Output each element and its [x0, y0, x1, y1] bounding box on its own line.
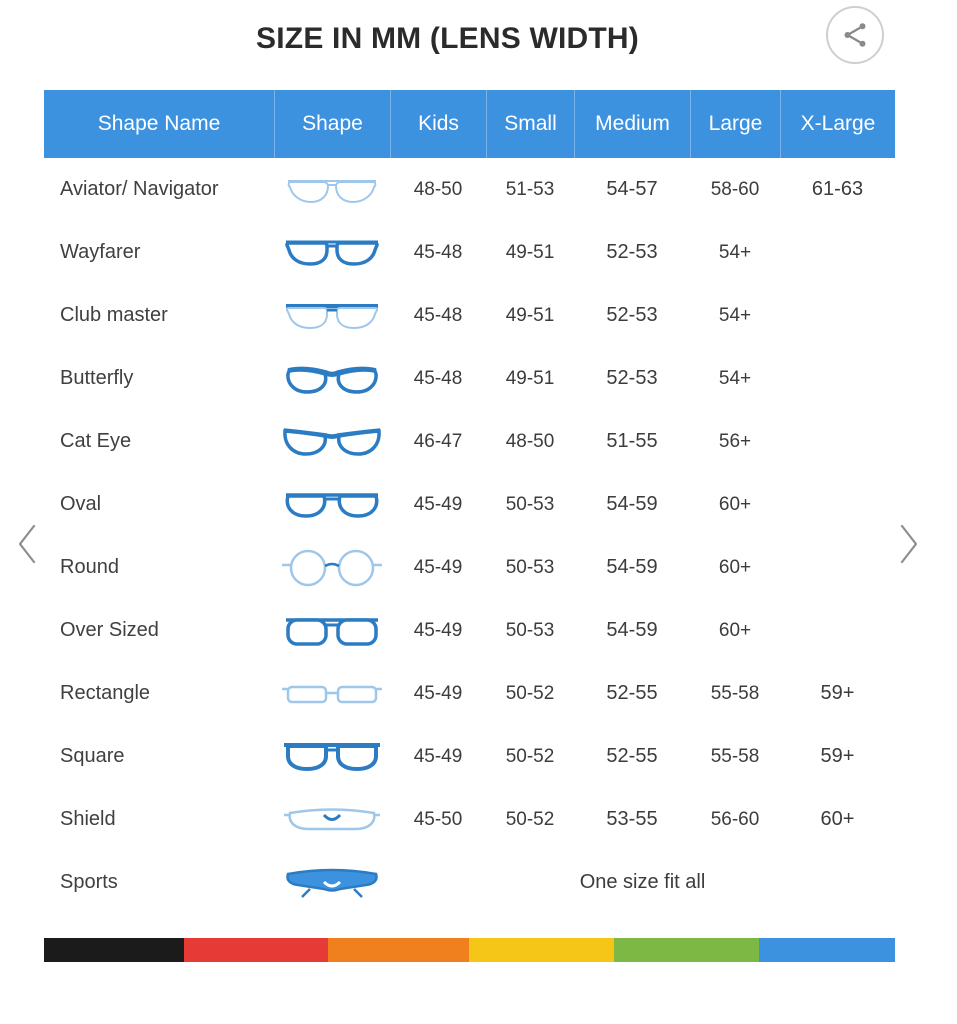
table-row: [44, 599, 895, 662]
cell-small: 50-52: [505, 682, 555, 704]
color-swatch-yellow: [469, 938, 614, 962]
cell-kids: 45-49: [413, 493, 463, 515]
cell-one-size-note: One size fit all: [579, 871, 706, 893]
cell-shape-name: Aviator/ Navigator: [60, 178, 219, 200]
chevron-right-icon: [894, 520, 934, 568]
cell-large: 60+: [718, 619, 752, 641]
cell-shape-name: Wayfarer: [60, 241, 141, 263]
cell-large: 56+: [718, 430, 752, 452]
cell-medium: 54-57: [606, 178, 658, 200]
cell-medium: 54-59: [606, 493, 658, 515]
color-strip: [44, 938, 895, 962]
cell-kids: 46-47: [413, 430, 463, 452]
cell-shape-name: Over Sized: [60, 619, 159, 641]
cell-medium: 52-55: [606, 682, 658, 704]
aviator-glasses-icon: [274, 169, 390, 211]
cell-large: 55-58: [710, 745, 760, 767]
wayfarer-glasses-icon: [274, 232, 390, 274]
cell-shape-name: Square: [60, 745, 125, 767]
cell-shape-name: Round: [60, 556, 119, 578]
table-row: [44, 284, 895, 347]
table-header-row: [44, 90, 895, 158]
column-header-shape: Shape: [274, 90, 390, 158]
cell-medium: 52-53: [606, 304, 658, 326]
cell-xlarge: 59+: [820, 745, 855, 767]
cell-small: 50-53: [505, 493, 555, 515]
cell-shape-name: Butterfly: [60, 367, 134, 389]
cell-small: 49-51: [505, 304, 555, 326]
rectangle-glasses-icon: [274, 673, 390, 715]
column-header-medium: Medium: [574, 90, 690, 158]
table-row: [44, 851, 895, 914]
cell-medium: 51-55: [606, 430, 658, 452]
cell-medium: 54-59: [606, 619, 658, 641]
cell-small: 50-52: [505, 745, 555, 767]
table-row: [44, 788, 895, 851]
table-row: [44, 536, 895, 599]
table-row: [44, 662, 895, 725]
table-row: [44, 473, 895, 536]
cell-small: 50-53: [505, 619, 555, 641]
oval-glasses-icon: [274, 484, 390, 526]
column-header-xlarge: X-Large: [780, 90, 895, 158]
column-header-large: Large: [690, 90, 780, 158]
share-icon: [840, 20, 870, 50]
cell-small: 51-53: [505, 178, 555, 200]
cell-medium: 54-59: [606, 556, 658, 578]
size-table: [44, 90, 895, 914]
cell-shape-name: Cat Eye: [60, 430, 132, 452]
cell-medium: 52-53: [606, 367, 658, 389]
prev-button[interactable]: [14, 520, 54, 568]
cell-large: 60+: [718, 493, 752, 515]
cell-small: 49-51: [505, 241, 555, 263]
cell-kids: 45-49: [413, 556, 463, 578]
cell-kids: 45-50: [413, 808, 463, 830]
butterfly-glasses-icon: [274, 358, 390, 400]
next-button[interactable]: [894, 520, 934, 568]
sports-glasses-icon: [274, 862, 390, 904]
header: [0, 0, 957, 88]
cell-large: 54+: [718, 241, 752, 263]
cell-large: 54+: [718, 367, 752, 389]
table-row: [44, 158, 895, 221]
cell-small: 48-50: [505, 430, 555, 452]
page-title: SIZE IN MM (LENS WIDTH): [256, 22, 639, 55]
shield-glasses-icon: [274, 799, 390, 841]
cell-small: 50-52: [505, 808, 555, 830]
cell-shape-name: Sports: [60, 871, 118, 893]
cell-medium: 52-53: [606, 241, 658, 263]
table-row: [44, 221, 895, 284]
cell-shape-name: Oval: [60, 493, 102, 515]
cateye-glasses-icon: [274, 421, 390, 463]
cell-kids: 45-48: [413, 304, 463, 326]
column-header-kids: Kids: [390, 90, 486, 158]
color-swatch-black: [44, 938, 184, 962]
cell-small: 50-53: [505, 556, 555, 578]
column-header-small: Small: [486, 90, 574, 158]
chevron-left-icon: [14, 520, 54, 568]
cell-kids: 45-49: [413, 745, 463, 767]
cell-kids: 45-49: [413, 682, 463, 704]
table-row: [44, 725, 895, 788]
cell-medium: 52-55: [606, 745, 658, 767]
cell-large: 55-58: [710, 682, 760, 704]
clubmaster-glasses-icon: [274, 295, 390, 337]
round-glasses-icon: [274, 547, 390, 589]
cell-shape-name: Shield: [60, 808, 116, 830]
cell-kids: 48-50: [413, 178, 463, 200]
color-swatch-blue: [759, 938, 895, 962]
cell-xlarge: 61-63: [811, 178, 864, 200]
cell-shape-name: Club master: [60, 304, 168, 326]
cell-large: 58-60: [710, 178, 760, 200]
cell-small: 49-51: [505, 367, 555, 389]
color-swatch-orange: [328, 938, 469, 962]
table-row: [44, 410, 895, 473]
cell-medium: 53-55: [606, 808, 658, 830]
cell-large: 60+: [718, 556, 752, 578]
cell-xlarge: 60+: [820, 808, 855, 830]
color-swatch-red: [184, 938, 329, 962]
oversized-glasses-icon: [274, 610, 390, 652]
cell-large: 56-60: [710, 808, 760, 830]
table-row: [44, 347, 895, 410]
cell-kids: 45-49: [413, 619, 463, 641]
share-button[interactable]: [826, 6, 884, 64]
color-swatch-green: [614, 938, 759, 962]
column-header-shape-name: Shape Name: [97, 112, 221, 135]
cell-kids: 45-48: [413, 367, 463, 389]
cell-xlarge: 59+: [820, 682, 855, 704]
cell-large: 54+: [718, 304, 752, 326]
cell-kids: 45-48: [413, 241, 463, 263]
cell-shape-name: Rectangle: [60, 682, 151, 704]
square-glasses-icon: [274, 736, 390, 778]
